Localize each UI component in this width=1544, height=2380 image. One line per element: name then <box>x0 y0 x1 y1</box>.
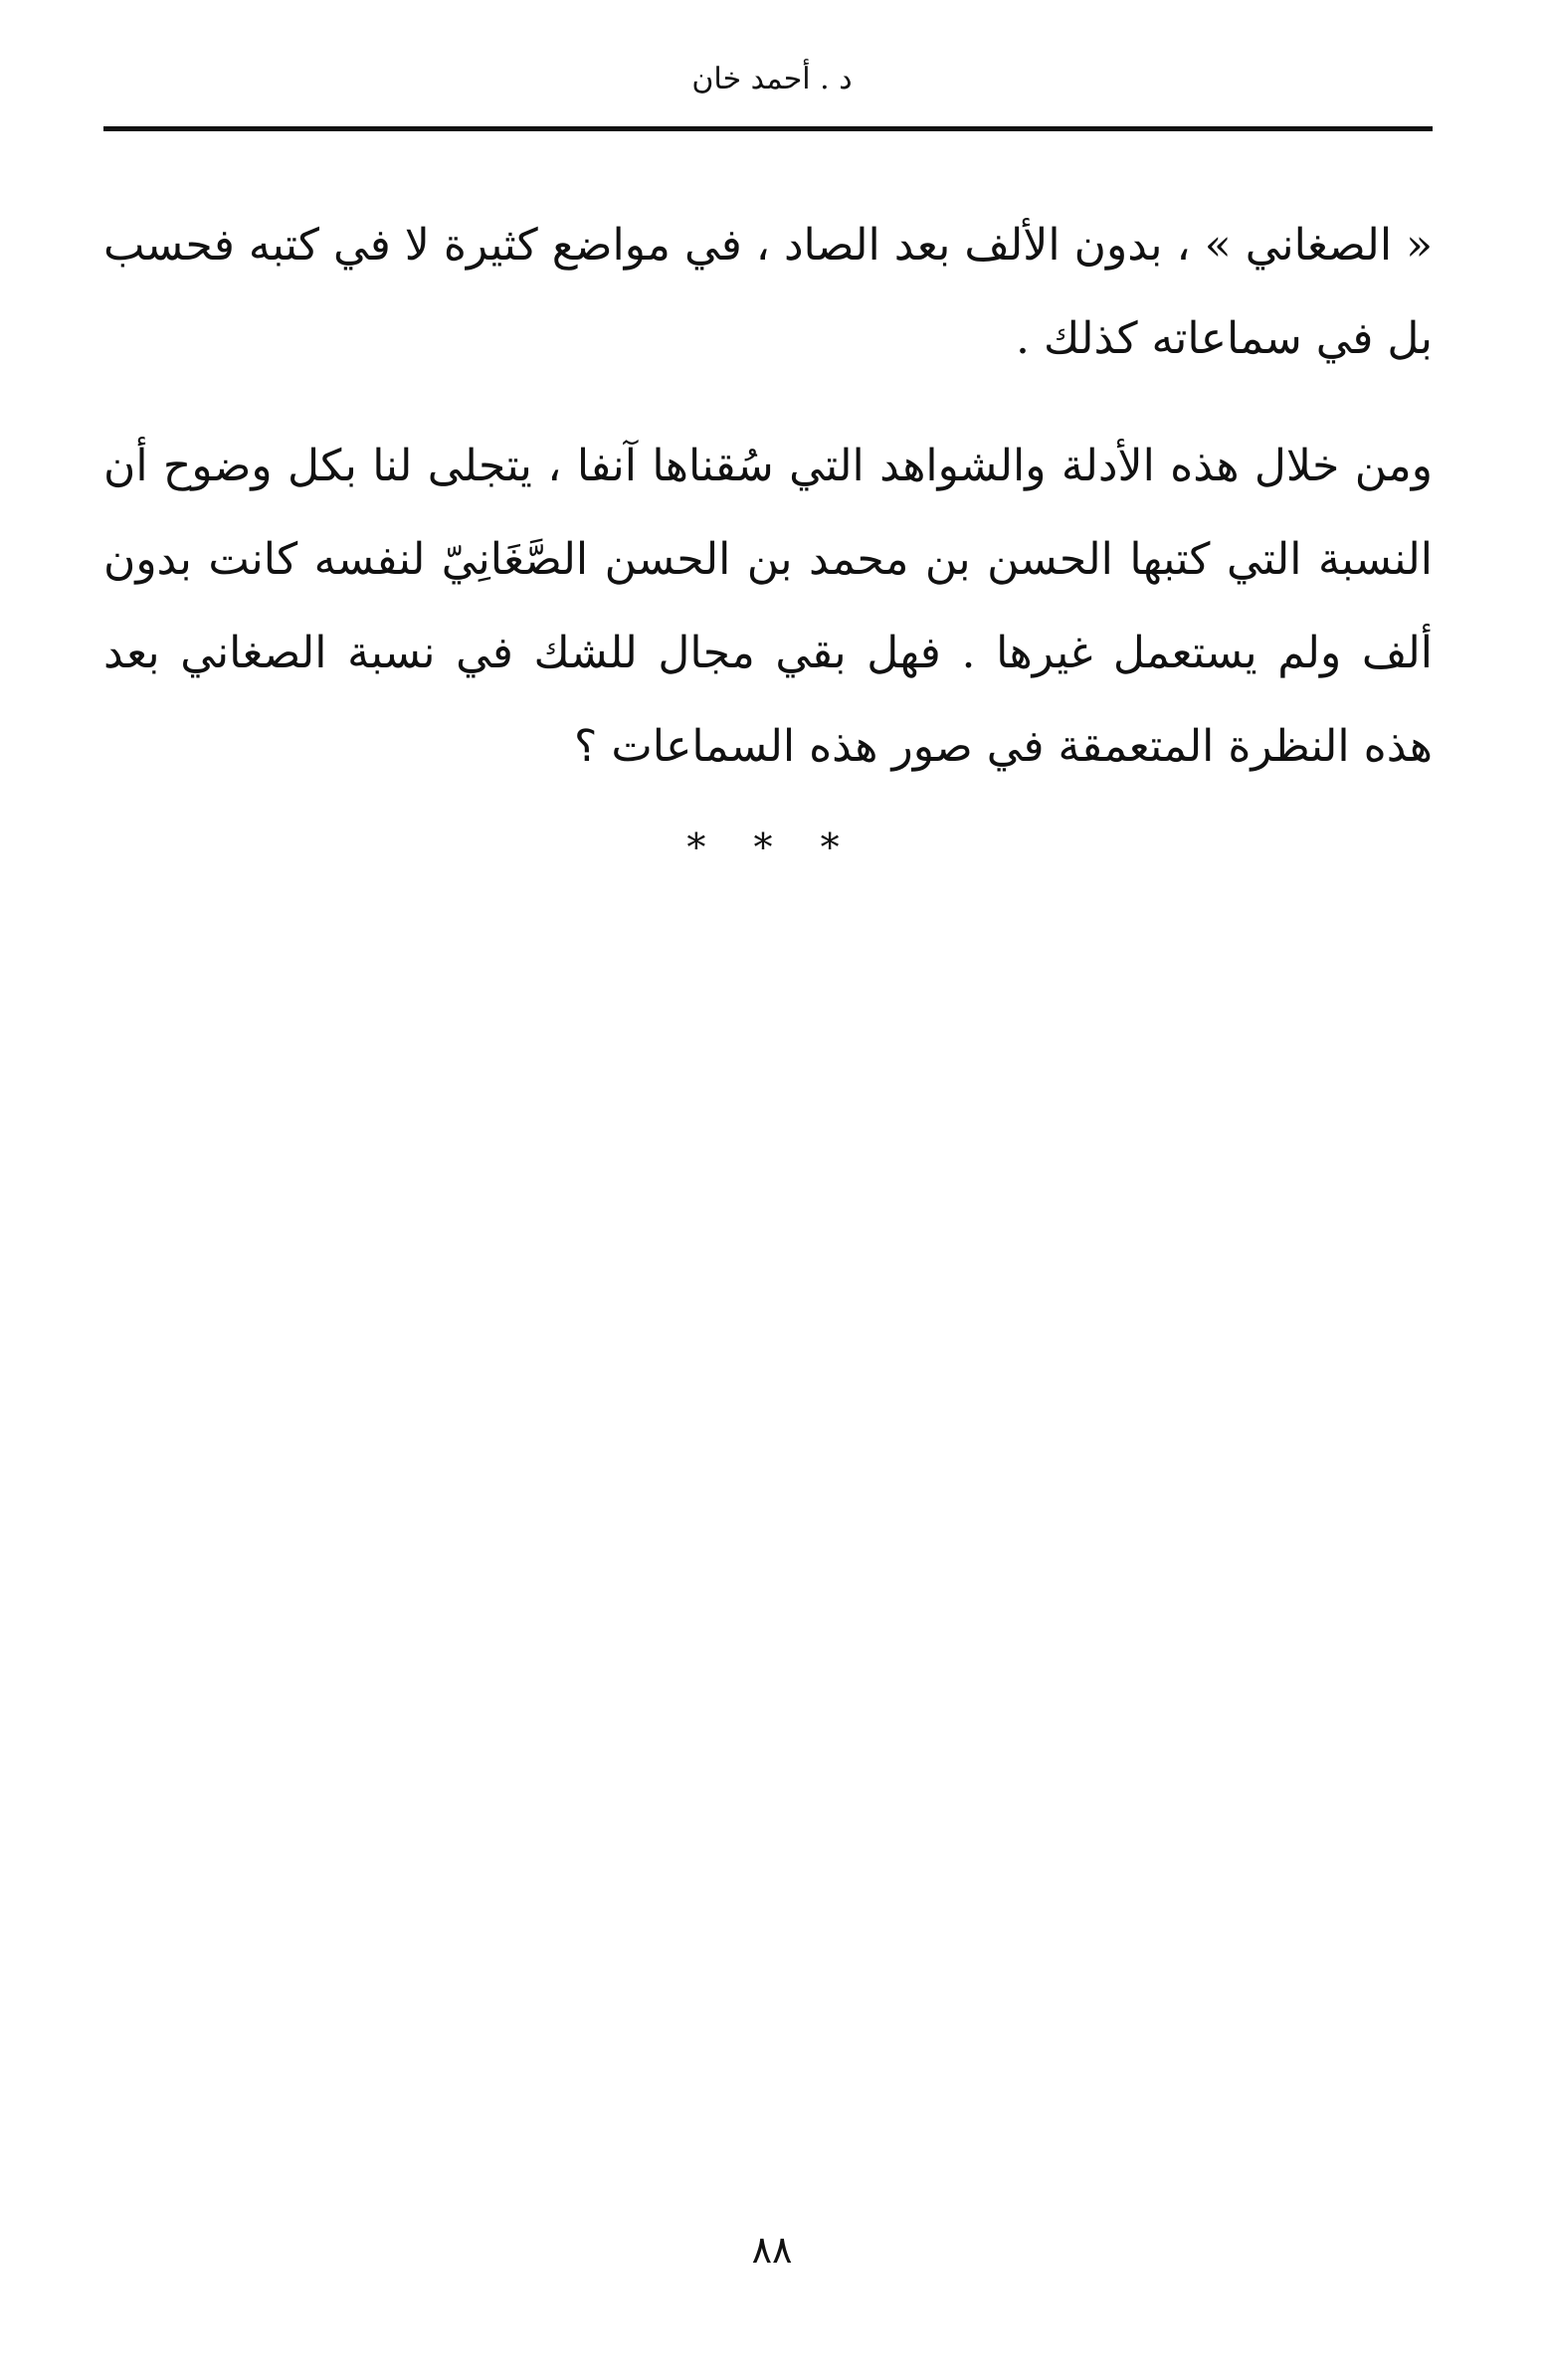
running-header: د . أحمد خان <box>691 62 853 96</box>
paragraph-1: « الصغاني » ، بدون الألف بعد الصاد ، في مواضع كثيرة لا في كتبه فحسب بل في سماعاته كذلك . <box>103 220 1433 364</box>
paragraph-2: ومن خلال هذه الأدلة والشواهد التي سُقناها آنفا ، يتجلى لنا بكل وضوح أن النسبة التي كتبها الحسن بن محمد بن الحسن الصَّغَانِيّ لنفسه كانت بدون ألف ولم يستعمل غيرها . فهل بقي مجال للشك في نسبة الصغاني بعد هذه النظرة المتعمقة في صور هذه السماعات ؟ <box>103 441 1433 772</box>
page-number: ٨٨ <box>751 2228 793 2272</box>
header-rule <box>103 126 1433 131</box>
section-separator: * * * <box>686 825 858 869</box>
body-text <box>103 199 1433 794</box>
